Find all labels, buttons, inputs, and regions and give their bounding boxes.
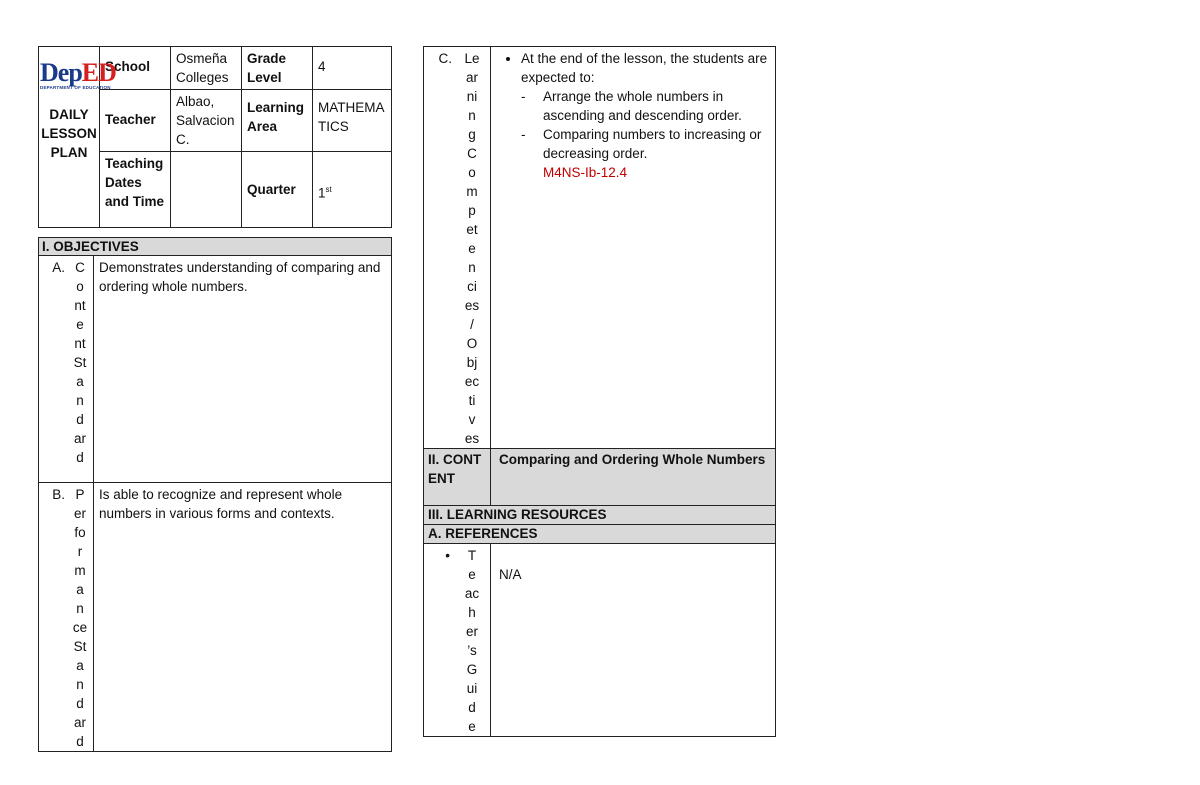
competency-item-text: Comparing numbers to increasing or decreasing order. bbox=[543, 127, 762, 161]
performance-standard-text: Is able to recognize and represent whole numbers in various forms and contexts. bbox=[94, 483, 392, 752]
dates-label: Teaching Dates and Time bbox=[100, 152, 171, 228]
area-value: MATHEMATICS bbox=[313, 90, 392, 152]
teacher-label: Teacher bbox=[100, 90, 171, 152]
dates-value bbox=[171, 152, 242, 228]
competencies-letter: C. bbox=[424, 47, 455, 449]
quarter-label: Quarter bbox=[242, 152, 313, 228]
content-label: II. CONTENT bbox=[424, 449, 491, 506]
competencies-body bbox=[491, 47, 776, 449]
grade-label: Grade Level bbox=[242, 47, 313, 90]
right-table bbox=[423, 46, 776, 737]
competency-code: M4NS-Ib-12.4 bbox=[543, 165, 628, 180]
competencies-label bbox=[454, 47, 491, 449]
competency-item: - Arrange the whole numbers in ascending and descending order. bbox=[543, 87, 769, 125]
competencies-subitems bbox=[521, 87, 769, 182]
objectives-table bbox=[38, 237, 392, 752]
content-standard-text: Demonstrates understanding of comparing and ordering whole numbers. bbox=[94, 256, 392, 483]
area-label: Learning Area bbox=[242, 90, 313, 152]
deped-logo bbox=[40, 58, 118, 94]
performance-standard-label-text: P er fo r m a n ce St a n d ar d bbox=[72, 487, 88, 749]
content-standard-letter: A. bbox=[39, 256, 68, 483]
logo-subtext: DEPARTMENT OF EDUCATION bbox=[40, 85, 111, 90]
quarter-suffix: st bbox=[325, 185, 332, 194]
teachers-guide-bullet: • bbox=[424, 544, 455, 737]
school-label: School bbox=[100, 47, 171, 90]
teachers-guide-label bbox=[454, 544, 491, 737]
competency-item bbox=[543, 125, 769, 182]
plan-title: DAILY LESSON PLAN bbox=[41, 107, 97, 160]
grade-value: 4 bbox=[313, 47, 392, 90]
competencies-label-text: Le ar ni n g C o m p et e n ci es / O bj ec ti v es bbox=[464, 51, 480, 446]
resources-heading: III. LEARNING RESOURCES bbox=[424, 506, 776, 525]
teachers-guide-value: N/A bbox=[491, 544, 776, 737]
references-heading: A. REFERENCES bbox=[424, 525, 776, 544]
teacher-value: Albao, Salvacion C. bbox=[171, 90, 242, 152]
competencies-list bbox=[499, 49, 769, 182]
logo-wordmark: DepED bbox=[40, 58, 116, 87]
objectives-heading: I. OBJECTIVES bbox=[39, 238, 392, 256]
quarter-number: 1 bbox=[318, 185, 326, 201]
school-value: Osmeña Colleges bbox=[171, 47, 242, 90]
teachers-guide-label-text: T e ac h er ’s G ui d e bbox=[464, 548, 480, 734]
competencies-intro-item bbox=[521, 49, 769, 182]
content-standard-label bbox=[67, 256, 94, 483]
content-standard-label-text: C o nt e nt St a n d ar d bbox=[73, 260, 87, 465]
competencies-intro: At the end of the lesson, the students are expected to: bbox=[521, 51, 768, 85]
performance-standard-letter: B. bbox=[39, 483, 68, 752]
performance-standard-label bbox=[67, 483, 94, 752]
quarter-value bbox=[313, 152, 392, 228]
content-value: Comparing and Ordering Whole Numbers bbox=[491, 449, 776, 506]
